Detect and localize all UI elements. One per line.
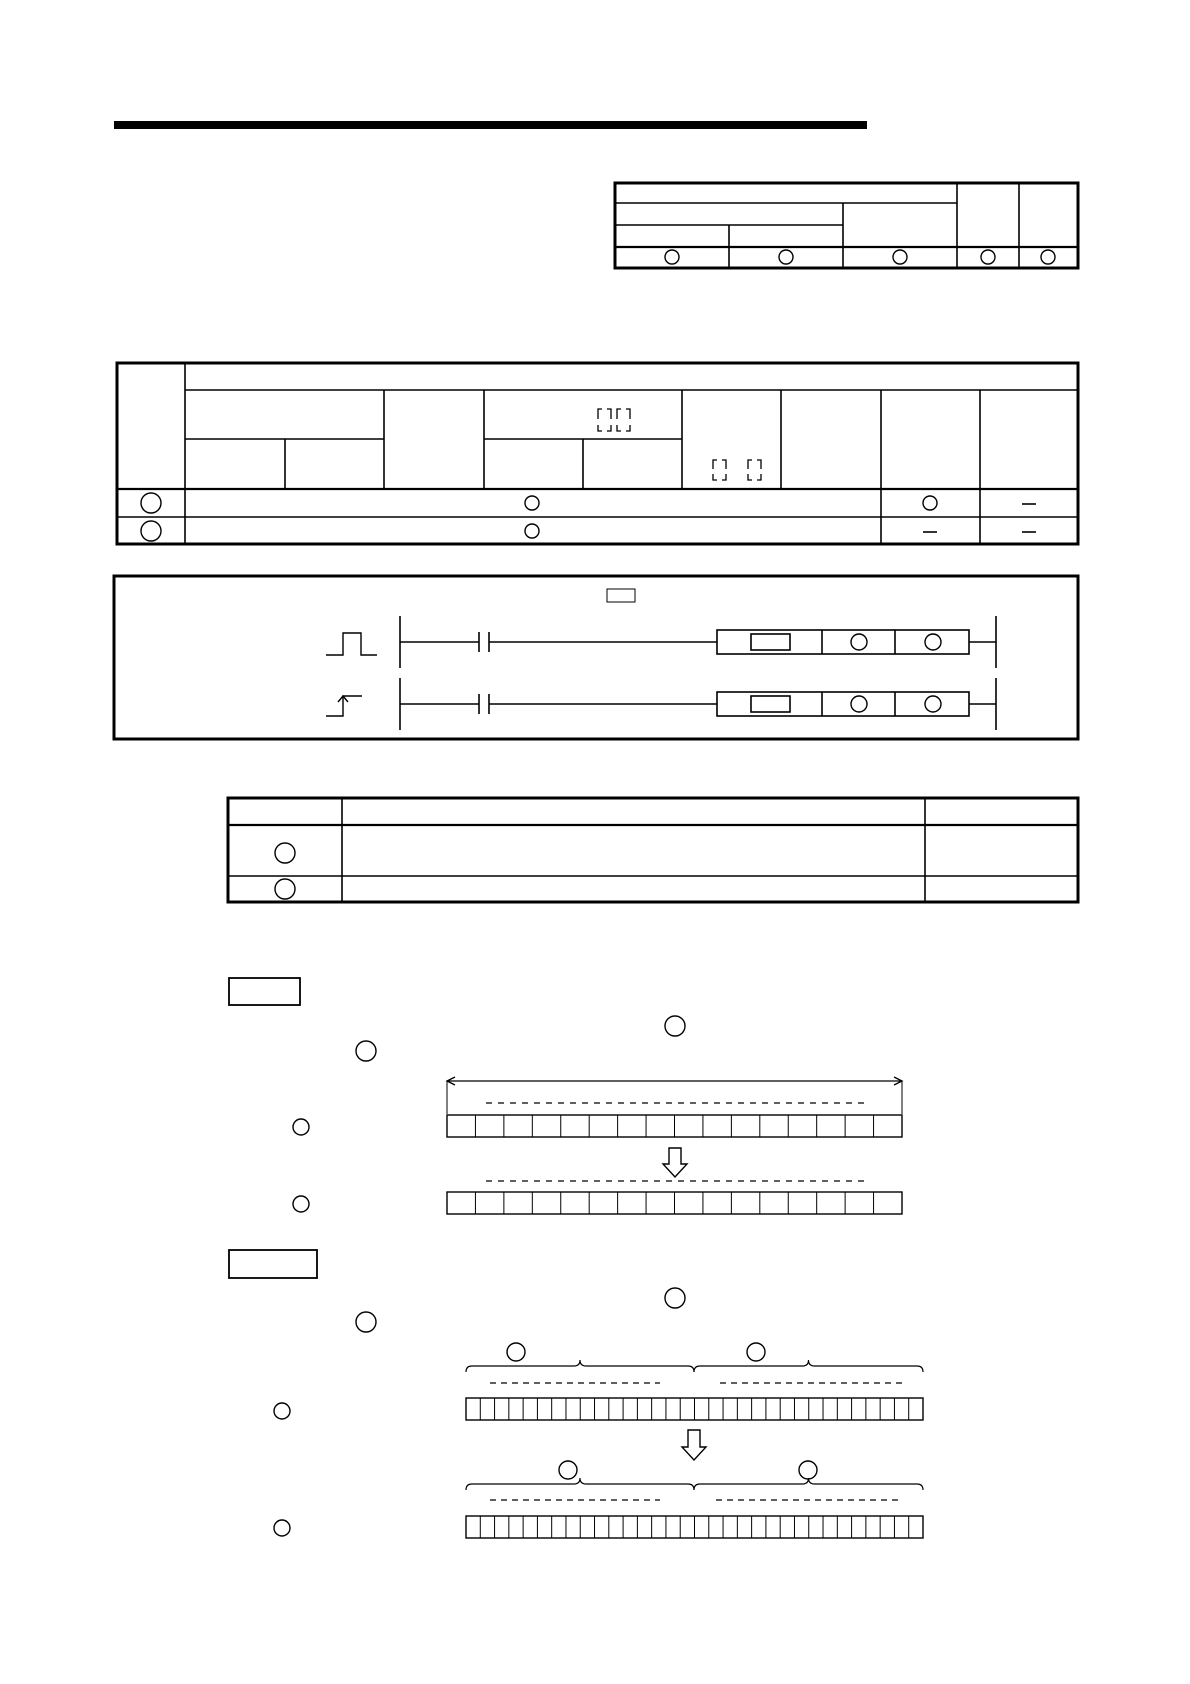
register-cells [466, 1398, 923, 1420]
register-cells [447, 1192, 902, 1214]
circle-marker-icon [141, 521, 161, 541]
circle-marker-icon [893, 250, 907, 264]
circle-marker-icon [923, 496, 937, 510]
rising-edge-icon [326, 696, 362, 716]
register-cells [447, 1115, 902, 1137]
instruction-name-slot [751, 634, 790, 650]
circle-marker-icon [275, 843, 295, 863]
circle-marker-icon [1041, 250, 1055, 264]
circle-marker-icon [799, 1461, 817, 1479]
down-arrow-icon [682, 1430, 706, 1460]
circle-marker-icon [275, 879, 295, 899]
circle-marker-icon [925, 696, 941, 712]
brace-mark [466, 1360, 694, 1372]
bracket-placeholder-icon [598, 409, 630, 431]
label-box [229, 978, 300, 1005]
device-table [117, 363, 1078, 544]
circle-marker-icon [559, 1461, 577, 1479]
instruction-name-slot [751, 696, 790, 712]
function-diagram-1 [229, 978, 902, 1214]
circle-marker-icon [851, 696, 867, 712]
circle-marker-icon [356, 1312, 376, 1332]
circle-marker-icon [925, 634, 941, 650]
brace-mark [694, 1478, 923, 1490]
setting-data-table [228, 798, 1078, 902]
register-cells [466, 1516, 923, 1538]
pulse-signal-icon [326, 633, 377, 655]
circle-marker-icon [665, 1016, 685, 1036]
circle-marker-icon [274, 1403, 290, 1419]
circle-marker-icon [779, 250, 793, 264]
applicable-cpu-table [615, 183, 1078, 268]
circle-marker-icon [274, 1520, 290, 1536]
circle-marker-icon [293, 1196, 309, 1212]
circle-marker-icon [981, 250, 995, 264]
circle-marker-icon [293, 1119, 309, 1135]
circle-marker-icon [525, 496, 539, 510]
circle-marker-icon [507, 1343, 525, 1361]
instruction-placeholder-box [607, 589, 635, 602]
ladder-diagram [114, 576, 1078, 739]
header-rule [114, 121, 867, 129]
ladder-rung [400, 678, 996, 730]
function-diagram-2 [229, 1250, 923, 1538]
circle-marker-icon [851, 634, 867, 650]
bracket-placeholder-icon [713, 460, 761, 480]
circle-marker-icon [525, 524, 539, 538]
down-arrow-icon [663, 1148, 687, 1177]
brace-mark [466, 1478, 694, 1490]
label-box [229, 1250, 317, 1278]
circle-marker-icon [665, 250, 679, 264]
circle-marker-icon [356, 1041, 376, 1061]
ladder-rung [400, 616, 996, 668]
circle-marker-icon [665, 1288, 685, 1308]
circle-marker-icon [141, 493, 161, 513]
brace-mark [694, 1360, 923, 1372]
circle-marker-icon [747, 1343, 765, 1361]
